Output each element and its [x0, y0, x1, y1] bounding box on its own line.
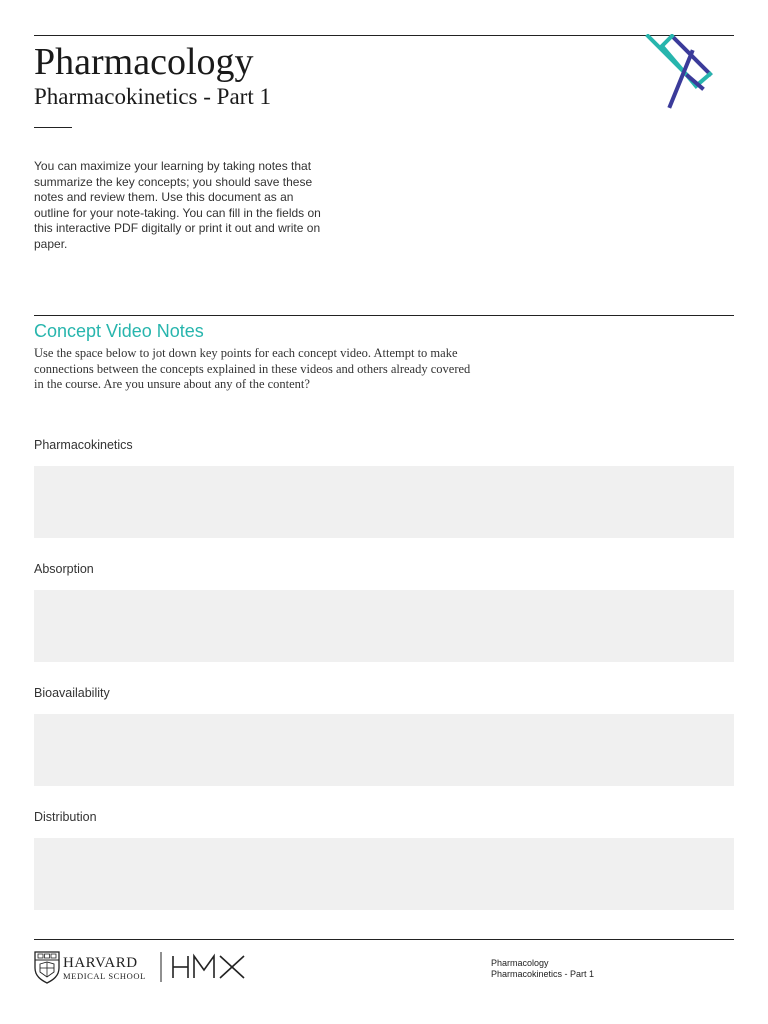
footer-rule: [34, 939, 734, 940]
field-label-bioavailability: Bioavailability: [34, 686, 110, 700]
notes-field-pharmacokinetics[interactable]: [34, 466, 734, 538]
notes-field-distribution[interactable]: [34, 838, 734, 910]
harvard-shield-icon: [35, 952, 59, 983]
section-rule: [34, 315, 734, 316]
harvard-hmx-logo: [34, 950, 250, 984]
hmx-mark-icon: [640, 34, 722, 112]
footer-module-name: Pharmacokinetics - Part 1: [491, 969, 595, 979]
school-subname: MEDICAL SCHOOL: [63, 971, 146, 981]
footer-course-info: [491, 958, 594, 980]
field-label-absorption: Absorption: [34, 562, 94, 576]
field-label-distribution: Distribution: [34, 810, 97, 824]
page-title: Pharmacology: [34, 41, 254, 83]
footer-course-name: Pharmacology: [491, 958, 549, 968]
hmx-wordmark-icon: [173, 956, 244, 978]
section-description: Use the space below to jot down key points for each concept video. Attempt to make connections between the concepts explained in these videos and others already covered in the course. Are you unsure about any of the content?: [34, 346, 471, 391]
top-rule: [34, 35, 734, 36]
school-name: HARVARD: [63, 955, 138, 971]
notes-field-bioavailability[interactable]: [34, 714, 734, 786]
notes-field-absorption[interactable]: [34, 590, 734, 662]
page-subtitle: Pharmacokinetics - Part 1: [34, 84, 271, 109]
title-divider: [34, 127, 72, 128]
intro-text: You can maximize your learning by taking notes that summarize the key concepts; you should save these notes and review them. Use this document as an outline for your note-taking. You can fill in the fields on this interactive PDF digitally or print it out and write on paper.: [34, 159, 321, 251]
section-title: Concept Video Notes: [34, 321, 204, 341]
field-label-pharmacokinetics: Pharmacokinetics: [34, 438, 133, 452]
